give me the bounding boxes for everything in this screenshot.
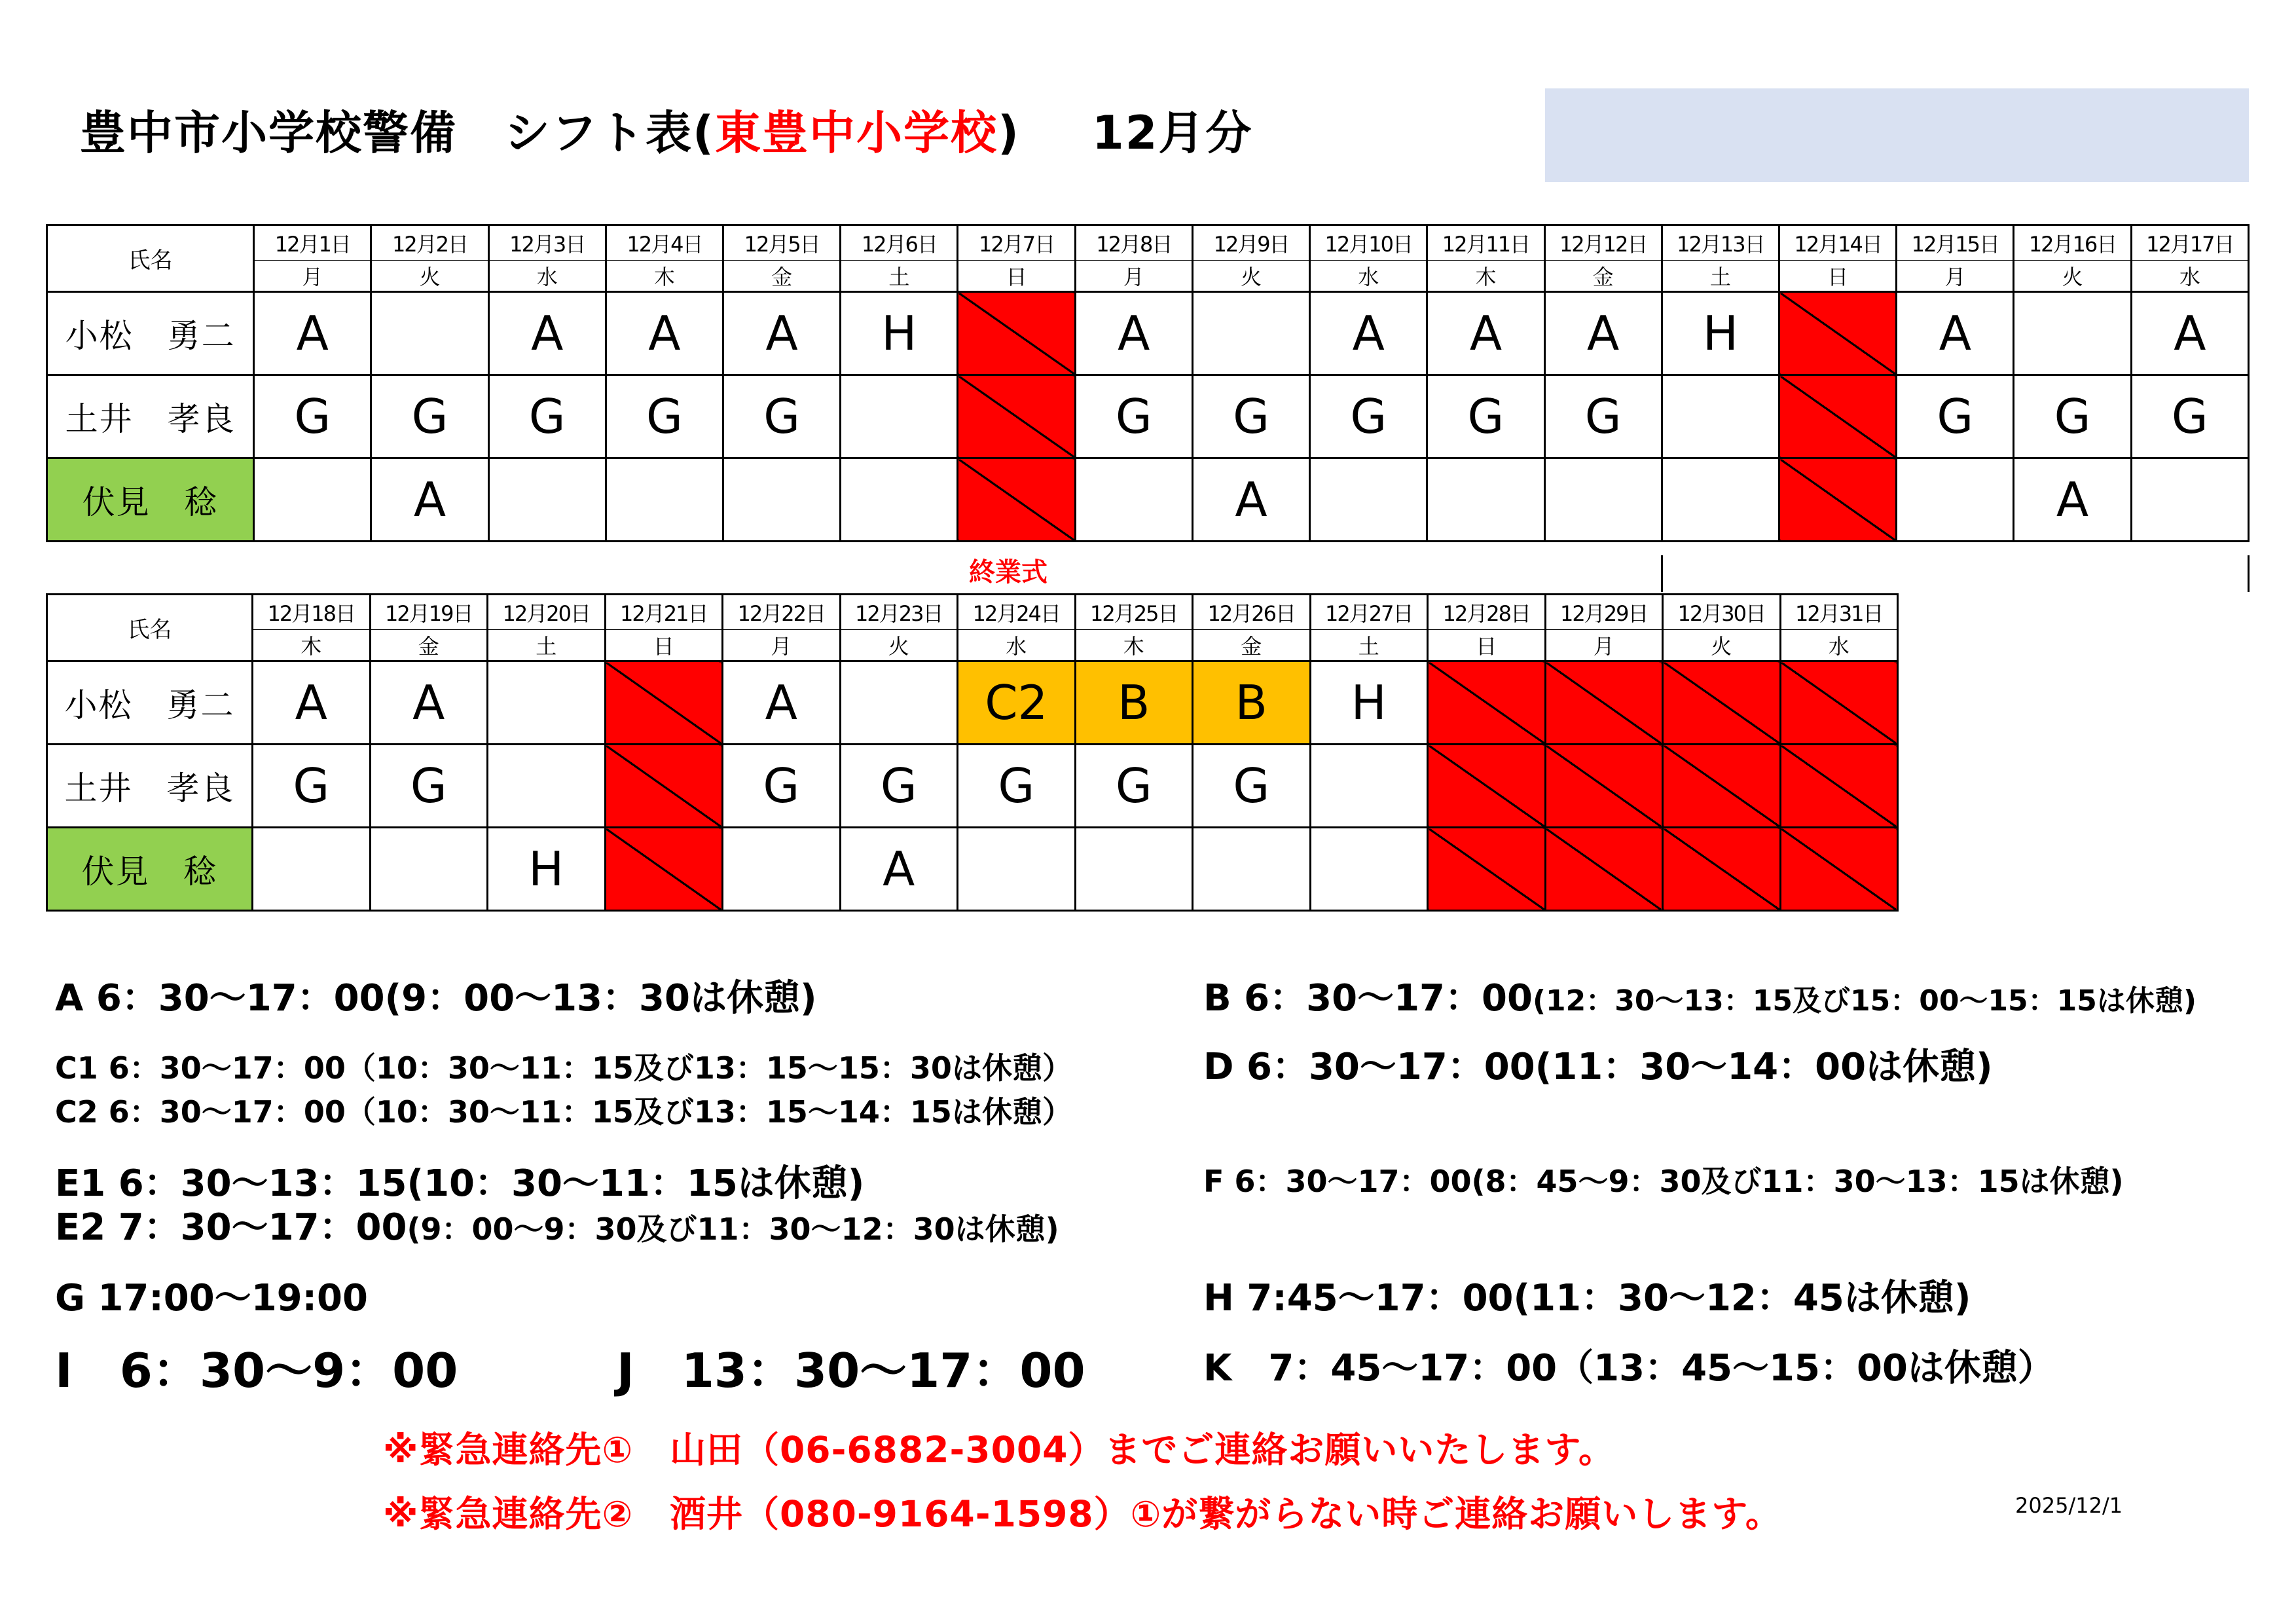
divider-line-right	[2248, 555, 2250, 592]
legend-h: H 7:45～17：00(11：30～12：45は休憩)	[1203, 1277, 1971, 1320]
weekday-header-cell: 土	[1662, 261, 1779, 292]
date-header-cell: 12月10日	[1310, 225, 1427, 261]
shift-cell: G	[254, 375, 371, 458]
day-off-cell	[1428, 828, 1546, 911]
shift-cell: G	[1193, 745, 1311, 828]
date-header-cell: 12月9日	[1192, 225, 1309, 261]
shift-cell: B	[1193, 661, 1311, 745]
shift-cell	[723, 828, 841, 911]
date-header-cell: 12月27日	[1310, 595, 1428, 630]
day-off-cell	[958, 292, 1075, 375]
shift-cell: G	[370, 745, 488, 828]
shift-cell: H	[1662, 292, 1779, 375]
day-off-cell	[605, 745, 723, 828]
name-column-header: 氏名	[47, 595, 253, 661]
day-off-cell	[1545, 661, 1663, 745]
weekday-header-cell: 日	[1428, 630, 1546, 661]
date-header-cell: 12月21日	[605, 595, 723, 630]
date-header-cell: 12月29日	[1545, 595, 1663, 630]
date-header-cell: 12月15日	[1897, 225, 2014, 261]
shift-cell	[1075, 458, 1192, 542]
shift-cell: G	[1897, 375, 2014, 458]
shift-cell	[1662, 375, 1779, 458]
shift-cell: G	[1192, 375, 1309, 458]
shift-cell	[1310, 828, 1428, 911]
shift-cell: H	[841, 292, 958, 375]
shift-cell: A	[1544, 292, 1662, 375]
weekday-header-cell: 土	[1310, 630, 1428, 661]
shift-cell: H	[488, 828, 606, 911]
shift-cell	[488, 661, 606, 745]
day-off-cell	[1779, 292, 1897, 375]
staff-row	[47, 375, 2249, 458]
shift-cell: G	[723, 745, 841, 828]
weekday-header-cell: 日	[1779, 261, 1897, 292]
shift-cell: G	[1075, 745, 1193, 828]
day-off-cell	[1780, 828, 1898, 911]
emergency-contact-2: ※緊急連絡先② 酒井（080-9164-1598）①が繋がらない時ご連絡お願いします。	[383, 1493, 1782, 1535]
weekday-header-cell: 土	[841, 261, 958, 292]
shift-cell: A	[488, 292, 606, 375]
legend-f: F 6：30～17：00(8：45～9：30及び11：30～13：15は休憩)	[1203, 1164, 2124, 1199]
shift-cell	[1897, 458, 2014, 542]
date-header-cell: 12月2日	[371, 225, 488, 261]
date-header-cell: 12月19日	[370, 595, 488, 630]
day-off-cell	[605, 828, 723, 911]
weekday-header-cell: 金	[1544, 261, 1662, 292]
weekday-header-cell: 月	[1545, 630, 1663, 661]
day-off-cell	[605, 661, 723, 745]
shift-cell	[488, 745, 606, 828]
legend-c2: C2 6：30～17：00（10：30～11：15及び13：15～14：15は休憩）	[55, 1094, 1072, 1130]
shift-cell	[1075, 828, 1193, 911]
staff-row	[47, 828, 1898, 911]
date-header-cell: 12月20日	[488, 595, 606, 630]
weekday-header-cell: 水	[488, 261, 606, 292]
staff-row	[47, 745, 1898, 828]
shift-cell: A	[723, 292, 841, 375]
header-box	[1545, 88, 2249, 182]
shift-cell: A	[371, 458, 488, 542]
day-off-cell	[1663, 661, 1781, 745]
weekday-header-cell: 金	[370, 630, 488, 661]
legend-e2	[55, 1198, 1059, 1251]
weekday-header-cell: 金	[723, 261, 841, 292]
date-header-cell: 12月22日	[723, 595, 841, 630]
shift-cell: A	[2131, 292, 2248, 375]
page-title	[80, 97, 1252, 169]
weekday-header-cell: 木	[253, 630, 371, 661]
weekday-header-cell: 水	[1310, 261, 1427, 292]
date-header-cell: 12月3日	[488, 225, 606, 261]
shift-cell: A	[1897, 292, 2014, 375]
weekday-header-cell: 水	[1780, 630, 1898, 661]
legend-e2-note: (9：00～9：30及び11：30～12：30は休憩)	[407, 1211, 1059, 1247]
shift-cell	[1310, 458, 1427, 542]
shift-cell: A	[1075, 292, 1192, 375]
date-header-cell: 12月6日	[841, 225, 958, 261]
staff-name-cell: 土井 孝良	[47, 375, 254, 458]
legend-e1: E1 6：30～13：15(10：30～11：15は休憩)	[55, 1162, 865, 1205]
date-header-cell: 12月14日	[1779, 225, 1897, 261]
date-header-cell: 12月26日	[1193, 595, 1311, 630]
weekday-header-cell: 木	[1075, 630, 1193, 661]
shift-cell	[606, 458, 723, 542]
staff-name-cell: 伏見 稔	[47, 458, 254, 542]
weekday-header-cell: 月	[254, 261, 371, 292]
shift-cell: A	[840, 828, 958, 911]
shift-cell: A	[1427, 292, 1544, 375]
shift-cell: G	[2131, 375, 2248, 458]
shift-cell: G	[253, 745, 371, 828]
shift-cell: A	[606, 292, 723, 375]
date-header-cell: 12月11日	[1427, 225, 1544, 261]
shift-cell	[840, 661, 958, 745]
shift-cell: G	[1075, 375, 1192, 458]
shift-cell: G	[840, 745, 958, 828]
weekday-header-cell: 日	[605, 630, 723, 661]
weekday-header-cell: 水	[958, 630, 1076, 661]
date-header-cell: 12月5日	[723, 225, 841, 261]
title-school: 東豊中小学校	[715, 106, 998, 160]
weekday-header-cell: 土	[488, 630, 606, 661]
shift-cell	[1662, 458, 1779, 542]
weekday-header-row	[47, 261, 2249, 292]
day-off-cell	[1779, 375, 1897, 458]
shift-cell: C2	[958, 661, 1076, 745]
weekday-header-cell: 火	[1192, 261, 1309, 292]
shift-cell: A	[723, 661, 841, 745]
shift-table-second-half	[46, 593, 1899, 912]
shift-cell	[841, 375, 958, 458]
shift-cell	[1193, 828, 1311, 911]
date-header-row	[47, 225, 2249, 261]
weekday-header-cell: 月	[1897, 261, 2014, 292]
weekday-header-row	[47, 630, 1898, 661]
date-header-cell: 12月7日	[958, 225, 1075, 261]
shift-cell: G	[371, 375, 488, 458]
shift-cell: G	[1310, 375, 1427, 458]
legend-k: K 7：45～17：00（13：45～15：00は休憩）	[1203, 1347, 2054, 1390]
legend-b	[1203, 969, 2196, 1022]
date-header-cell: 12月4日	[606, 225, 723, 261]
shift-cell: G	[2014, 375, 2131, 458]
staff-name-cell: 小松 勇二	[47, 292, 254, 375]
legend-g: G 17:00～19:00	[55, 1277, 368, 1320]
date-header-cell: 12月1日	[254, 225, 371, 261]
shift-cell	[370, 828, 488, 911]
shift-cell: A	[1192, 458, 1309, 542]
day-off-cell	[958, 375, 1075, 458]
weekday-header-cell: 火	[371, 261, 488, 292]
date-header-cell: 12月13日	[1662, 225, 1779, 261]
shift-cell: A	[2014, 458, 2131, 542]
emergency-contact-1: ※緊急連絡先① 山田（06-6882-3004）までご連絡お願いいたします。	[383, 1429, 1615, 1471]
staff-row	[47, 292, 2249, 375]
staff-name-cell: 伏見 稔	[47, 828, 253, 911]
day-off-cell	[1779, 458, 1897, 542]
shift-cell	[1544, 458, 1662, 542]
shift-cell	[958, 828, 1076, 911]
shift-cell	[488, 458, 606, 542]
ceremony-label: 終業式	[969, 557, 1048, 587]
date-header-cell: 12月24日	[958, 595, 1076, 630]
day-off-cell	[1428, 661, 1546, 745]
title-month: 12月分	[1092, 106, 1253, 160]
legend-c1: C1 6：30～17：00（10：30～11：15及び13：15～15：30は休憩）	[55, 1050, 1072, 1086]
shift-cell	[254, 458, 371, 542]
legend-i: I 6：30～9：00	[55, 1343, 458, 1398]
shift-cell: G	[958, 745, 1076, 828]
shift-cell	[1192, 292, 1309, 375]
shift-cell: B	[1075, 661, 1193, 745]
shift-cell: G	[488, 375, 606, 458]
date-header-cell: 12月25日	[1075, 595, 1193, 630]
weekday-header-cell: 水	[2131, 261, 2248, 292]
weekday-header-cell: 木	[1427, 261, 1544, 292]
shift-cell: G	[1427, 375, 1544, 458]
shift-cell	[253, 828, 371, 911]
shift-cell	[2131, 458, 2248, 542]
day-off-cell	[1780, 745, 1898, 828]
legend-e2-main: E2 7：30～17：00	[55, 1206, 407, 1249]
day-off-cell	[1780, 661, 1898, 745]
weekday-header-cell: 月	[723, 630, 841, 661]
date-header-cell: 12月12日	[1544, 225, 1662, 261]
staff-name-cell: 小松 勇二	[47, 661, 253, 745]
date-header-cell: 12月23日	[840, 595, 958, 630]
day-off-cell	[1428, 745, 1546, 828]
shift-cell: G	[723, 375, 841, 458]
shift-cell: A	[254, 292, 371, 375]
shift-cell: A	[370, 661, 488, 745]
shift-cell: A	[253, 661, 371, 745]
staff-row	[47, 458, 2249, 542]
date-header-cell: 12月18日	[253, 595, 371, 630]
legend-b-main: B 6：30～17：00	[1203, 977, 1533, 1020]
shift-cell: G	[1544, 375, 1662, 458]
shift-cell	[1310, 745, 1428, 828]
day-off-cell	[1545, 745, 1663, 828]
date-header-cell: 12月16日	[2014, 225, 2131, 261]
staff-row	[47, 661, 1898, 745]
day-off-cell	[958, 458, 1075, 542]
legend-b-note: (12：30～13：15及び15：00～15：15は休憩)	[1532, 984, 2196, 1018]
date-header-row	[47, 595, 1898, 630]
shift-table-first-half	[46, 224, 2250, 542]
legend-j: J 13：30～17：00	[617, 1343, 1085, 1398]
shift-cell	[2014, 292, 2131, 375]
weekday-header-cell: 月	[1075, 261, 1192, 292]
shift-cell: H	[1310, 661, 1428, 745]
staff-name-cell: 土井 孝良	[47, 745, 253, 828]
shift-cell	[841, 458, 958, 542]
date-header-cell: 12月17日	[2131, 225, 2248, 261]
date-stamp: 2025/12/1	[2015, 1493, 2123, 1518]
date-header-cell: 12月8日	[1075, 225, 1192, 261]
legend-d: D 6：30～17：00(11：30～14：00は休憩)	[1203, 1046, 1993, 1088]
shift-cell	[1427, 458, 1544, 542]
day-off-cell	[1545, 828, 1663, 911]
weekday-header-cell: 火	[2014, 261, 2131, 292]
date-header-cell: 12月28日	[1428, 595, 1546, 630]
title-prefix: 豊中市小学校警備 シフト表(	[80, 106, 715, 160]
weekday-header-cell: 日	[958, 261, 1075, 292]
weekday-header-cell: 金	[1193, 630, 1311, 661]
divider-line-left	[1661, 555, 1663, 592]
weekday-header-cell: 火	[840, 630, 958, 661]
shift-cell: A	[1310, 292, 1427, 375]
date-header-cell: 12月31日	[1780, 595, 1898, 630]
legend-a: A 6：30～17：00(9：00～13：30は休憩)	[55, 977, 817, 1020]
weekday-header-cell: 火	[1663, 630, 1781, 661]
day-off-cell	[1663, 745, 1781, 828]
day-off-cell	[1663, 828, 1781, 911]
shift-cell	[371, 292, 488, 375]
shift-cell: G	[606, 375, 723, 458]
name-column-header: 氏名	[47, 225, 254, 292]
date-header-cell: 12月30日	[1663, 595, 1781, 630]
weekday-header-cell: 木	[606, 261, 723, 292]
title-suffix: )	[998, 106, 1020, 160]
shift-cell	[723, 458, 841, 542]
